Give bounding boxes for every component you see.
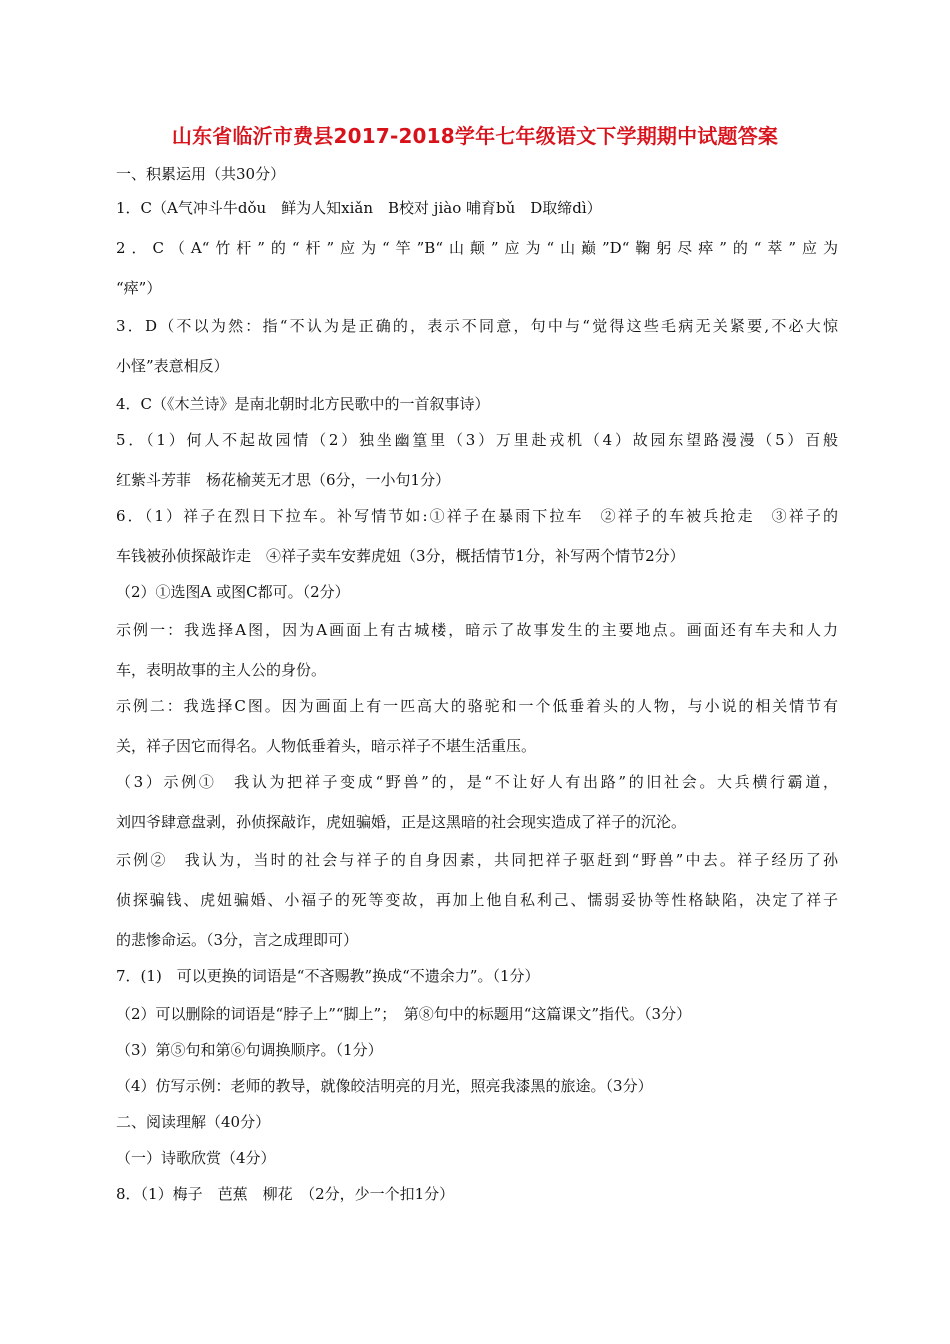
answer-line: 的悲惨命运。（3分，言之成理即可） (116, 931, 359, 949)
answer-line: “瘁”） (116, 279, 162, 297)
answer-line: 车，表明故事的主人公的身份。 (116, 661, 327, 679)
answer-line: 示例② 我认为，当时的社会与祥子的自身因素，共同把祥子驱赶到“野兽”中去。祥子经历了孙 (116, 851, 838, 869)
answer-line: 二、阅读理解（40分） (116, 1113, 271, 1131)
answer-line: 车钱被孙侦探敲诈走 ④祥子卖车安葬虎妞（3分，概括情节1分，补写两个情节2分） (116, 547, 685, 565)
answer-line: （一）诗歌欣赏（4分） (116, 1149, 276, 1167)
answer-line: （4）仿写示例：老师的教导，就像皎洁明亮的月光，照亮我漆黑的旅途。（3分） (116, 1077, 653, 1095)
answer-line: 关，祥子因它而得名。人物低垂着头，暗示祥子不堪生活重压。 (116, 737, 537, 755)
answer-line: 红紫斗芳菲 杨花榆荚无才思（6分，一小句1分） (116, 471, 451, 489)
answer-line: 一、积累运用（共30分） (116, 165, 286, 183)
answer-line: 6．（1）祥子在烈日下拉车。补写情节如:①祥子在暴雨下拉车 ②祥子的车被兵抢走 ③祥子的 (116, 507, 838, 525)
answer-line: （2）①选图A 或图C都可。（2分） (116, 583, 350, 601)
answer-line: 侦探骗钱、虎妞骗婚、小福子的死等变故，再加上他自私利己、懦弱妥协等性格缺陷，决定了祥子 (116, 891, 838, 909)
answer-line: （3）第⑤句和第⑥句调换顺序。（1分） (116, 1041, 383, 1059)
answer-line: 示例一：我选择A图，因为A画面上有古城楼，暗示了故事发生的主要地点。画面还有车夫和人力 (116, 621, 838, 639)
answer-line: 3．D（不以为然：指“不认为是正确的，表示不同意，句中与“觉得这些毛病无关紧要,不必大惊 (116, 317, 838, 335)
answer-line: 示例二：我选择C图。因为画面上有一匹高大的骆驼和一个低垂着头的人物，与小说的相关情节有 (116, 697, 838, 715)
answer-line: 4．C（《木兰诗》是南北朝时北方民歌中的一首叙事诗） (116, 395, 490, 413)
answer-line: 7．(1) 可以更换的词语是“不吝赐教”换成“不遗余力”。（1分） (116, 967, 540, 985)
answer-line: （2）可以删除的词语是“脖子上”“脚上”； 第⑧句中的标题用“这篇课文”指代。（3分） (116, 1005, 692, 1023)
answer-line: 刘四爷肆意盘剥，孙侦探敲诈，虎妞骗婚，正是这黑暗的社会现实造成了祥子的沉沦。 (116, 813, 687, 831)
answer-line: 2．C（A“竹杆”的“杆”应为“竿”B“山颠”应为“山巅”D“鞠躬尽瘁”的“萃”应为 (116, 239, 838, 257)
answer-line: 8．（1）梅子 芭蕉 柳花 （2分，少一个扣1分） (116, 1185, 455, 1203)
answer-line: 1．C（A气冲斗牛dǒu 鲜为人知xiǎn B校对 jiào 哺育bǔ D取缔dì） (116, 199, 602, 217)
document-title: 山东省临沂市费县2017-2018学年七年级语文下学期期中试题答案 (171, 124, 779, 148)
answer-line: 5．（1）何人不起故园情（2）独坐幽篁里（3）万里赴戎机（4）故园东望路漫漫（5）百般 (116, 431, 838, 449)
answer-line: （3）示例① 我认为把祥子变成“野兽”的，是“不让好人有出路”的旧社会。大兵横行霸道， (116, 773, 838, 791)
answer-line: 小怪”表意相反） (116, 357, 229, 375)
